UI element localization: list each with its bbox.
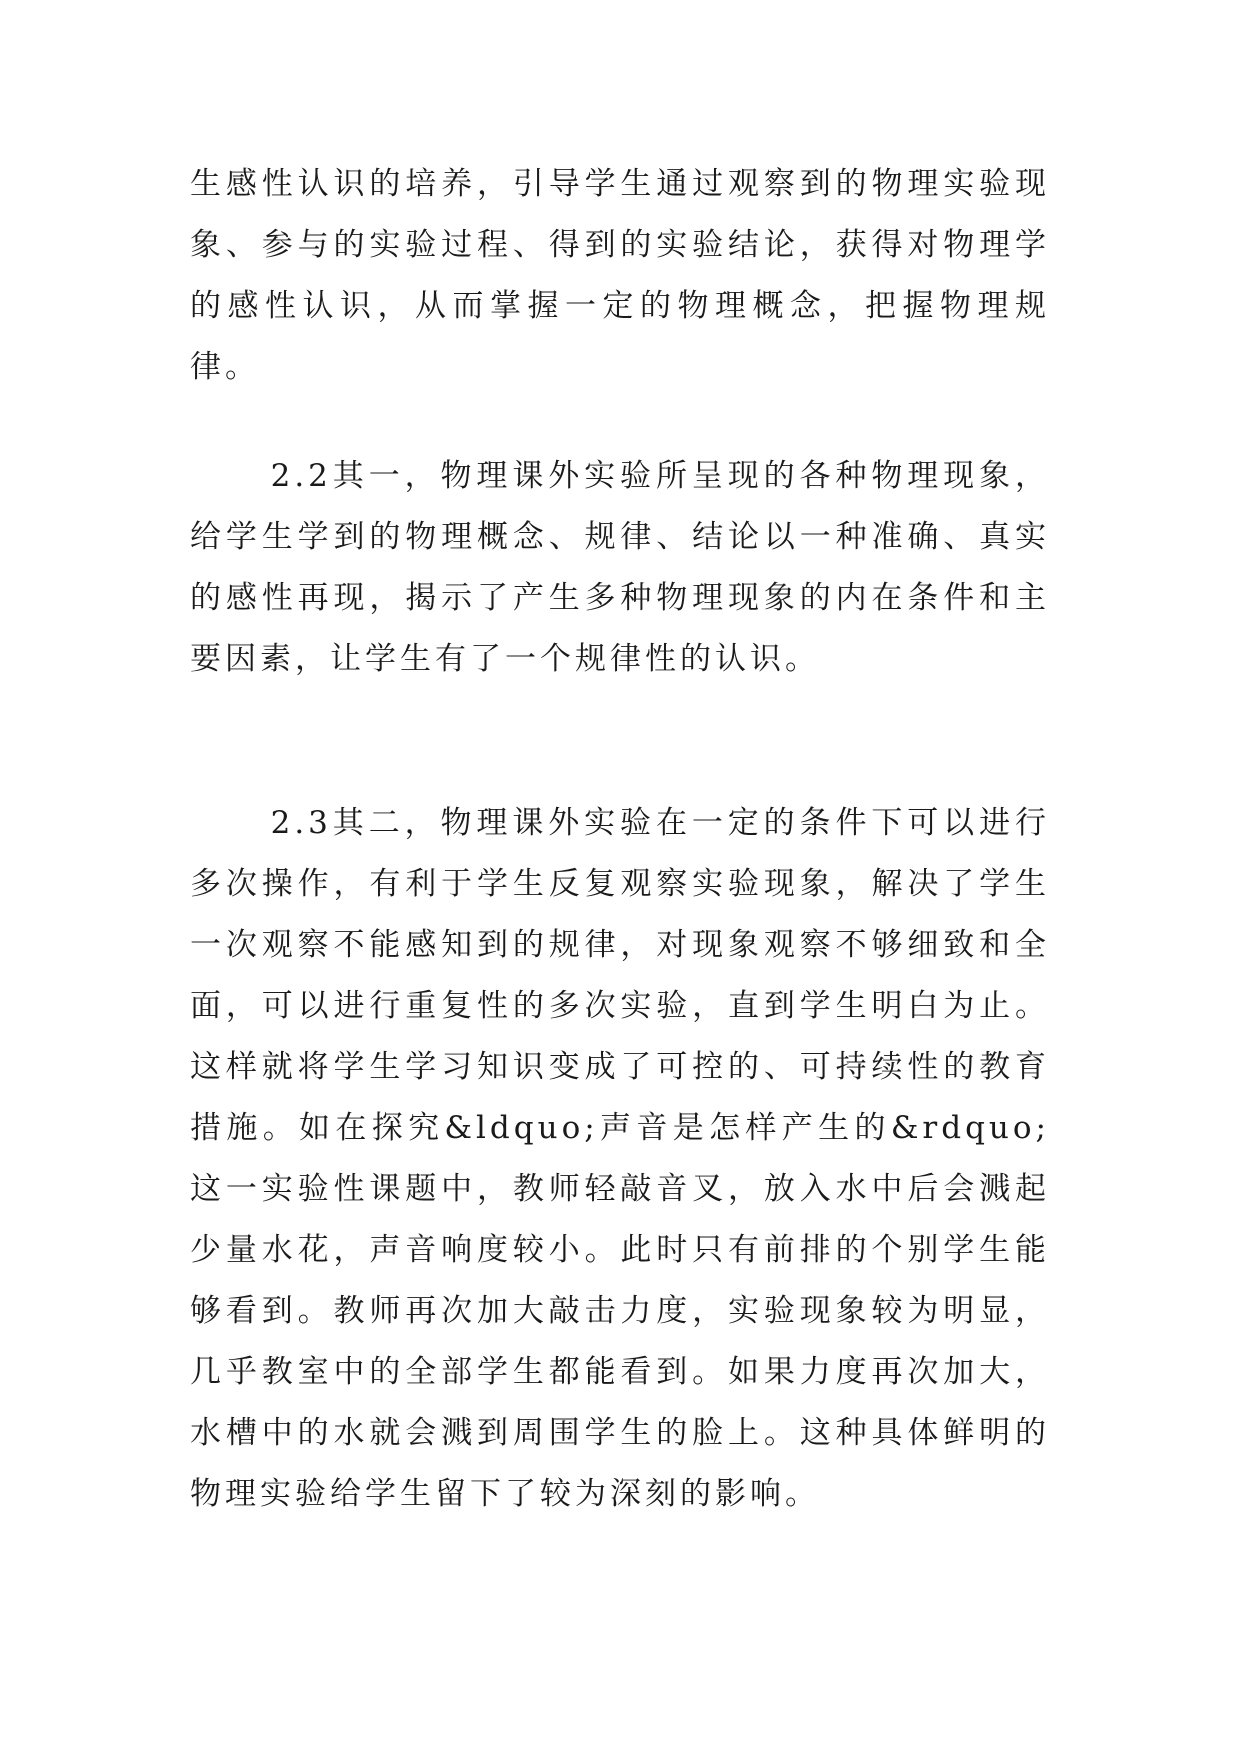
paragraph-2-3: 2.3其二，物理课外实验在一定的条件下可以进行多次操作，有利于学生反复观察实验现象，解决了学生一次观察不能感知到的规律，对现象观察不够细致和全面，可以进行重复性的多次实验，直到学生明白为止。这样就将学生学习知识变成了可控的、可持续性的教育措施。如在探究&ldquo;声音是怎样产生的&rdquo;这一实验性课题中，教师轻敲音叉，放入水中后会溅起少量水花，声音响度较小。此时只有前排的个别学生能够看到。教师再次加大敲击力度，实验现象较为明显，几乎教室中的全部学生都能看到。如果力度再次加大，水槽中的水就会溅到周围学生的脸上。这种具体鲜明的物理实验给学生留下了较为深刻的影响。 bbox=[190, 805, 1050, 1512]
paragraph-continuation: 生感性认识的培养，引导学生通过观察到的物理实验现象、参与的实验过程、得到的实验结论，获得对物理学的感性认识，从而掌握一定的物理概念，把握物理规律。 bbox=[190, 166, 1050, 385]
paragraph-2-2: 2.2其一，物理课外实验所呈现的各种物理现象，给学生学到的物理概念、规律、结论以一种准确、真实的感性再现，揭示了产生多种物理现象的内在条件和主要因素，让学生有了一个规律性的认识。 bbox=[190, 458, 1050, 677]
